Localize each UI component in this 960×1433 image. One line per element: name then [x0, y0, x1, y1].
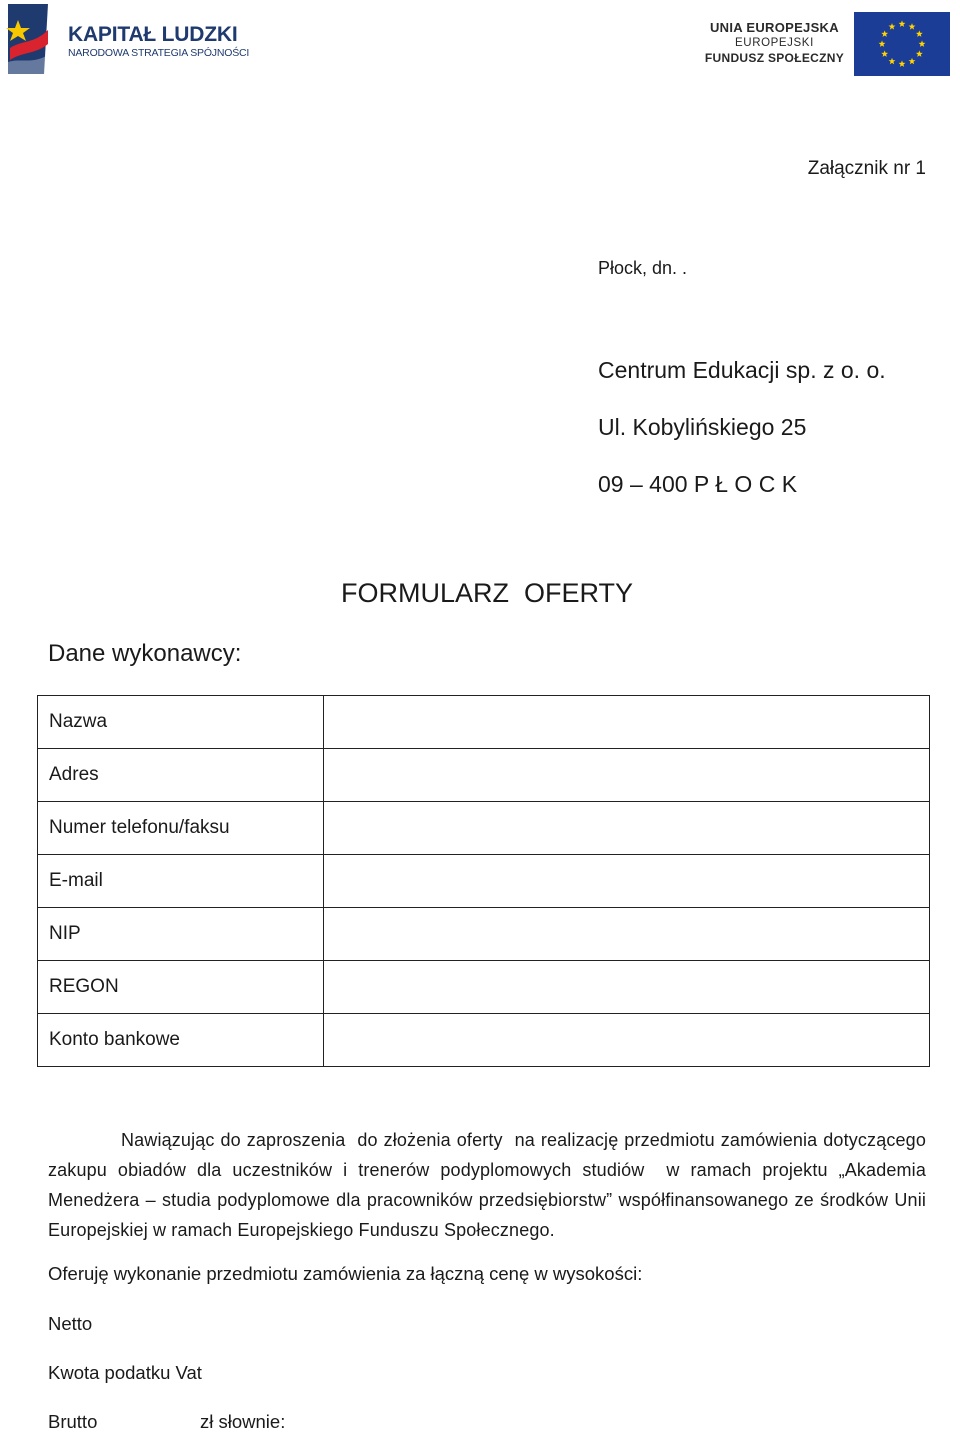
table-row [38, 961, 930, 1014]
recipient-city: 09 – 400 P Ł O C K [598, 471, 798, 497]
place-date-line: Płock, dn. . [598, 258, 688, 278]
row-value-field[interactable] [324, 961, 930, 1014]
row-value-field[interactable] [324, 696, 930, 749]
table-row [38, 802, 930, 855]
amount-in-words-label: zł słownie: [200, 1411, 286, 1432]
row-value-field[interactable] [324, 749, 930, 802]
vat-label: Kwota podatku Vat [48, 1362, 202, 1383]
offer-line: Oferuję wykonanie przedmiotu zamówienia za łączną cenę w wysokości: [48, 1263, 643, 1284]
kapital-ludzki-subtitle: NARODOWA STRATEGIA SPÓJNOŚCI [68, 47, 250, 59]
brutto-label: Brutto [48, 1411, 98, 1432]
table-row [38, 1014, 930, 1067]
kapital-ludzki-logo [4, 0, 250, 80]
contractor-data-table [37, 695, 930, 1067]
intro-paragraph: Nawiązując do zaproszenia do złożenia oferty na realizację przedmiotu zamówienia dotyczącego zakupu obiadów dla uczestników i trenerów podyplomowych studiów w ramach projektu „Akademia Menedżera – studia podyplomowe dla pracowników przedsiębiorstw” współfinansowanego ze środków Unii Europejskiej w ramach Europejskiego Funduszu Społecznego. [48, 1130, 932, 1240]
ue-line-2: EUROPEJSKI [735, 37, 814, 49]
ue-text-block [705, 20, 844, 66]
recipient-name: Centrum Edukacji sp. z o. o. [598, 357, 886, 383]
row-label: Konto bankowe [38, 1014, 324, 1067]
row-value-field[interactable] [324, 908, 930, 961]
unia-europejska-logo [700, 8, 956, 80]
attachment-number: Załącznik nr 1 [807, 158, 926, 179]
table-row [38, 749, 930, 802]
netto-label: Netto [48, 1313, 93, 1334]
row-label: E-mail [38, 855, 324, 908]
recipient-street: Ul. Kobylińskiego 25 [598, 414, 807, 440]
table-row [38, 908, 930, 961]
ue-line-3: FUNDUSZ SPOŁECZNY [704, 51, 844, 65]
kapital-ludzki-title: KAPITAŁ LUDZKI [68, 23, 238, 46]
table-row [38, 696, 930, 749]
kapital-ludzki-emblem-icon [4, 0, 64, 78]
row-value-field[interactable] [324, 855, 930, 908]
table-row [38, 855, 930, 908]
row-label: Numer telefonu/faksu [38, 802, 324, 855]
row-label: REGON [38, 961, 324, 1014]
row-label: Nazwa [38, 696, 324, 749]
form-title: FORMULARZ OFERTY [340, 578, 634, 608]
contractor-heading: Dane wykonawcy: [48, 640, 242, 667]
row-value-field[interactable] [324, 1014, 930, 1067]
eu-flag-icon [854, 12, 950, 76]
ue-line-1: UNIA EUROPEJSKA [709, 20, 839, 35]
row-label: NIP [38, 908, 324, 961]
row-value-field[interactable] [324, 802, 930, 855]
row-label: Adres [38, 749, 324, 802]
